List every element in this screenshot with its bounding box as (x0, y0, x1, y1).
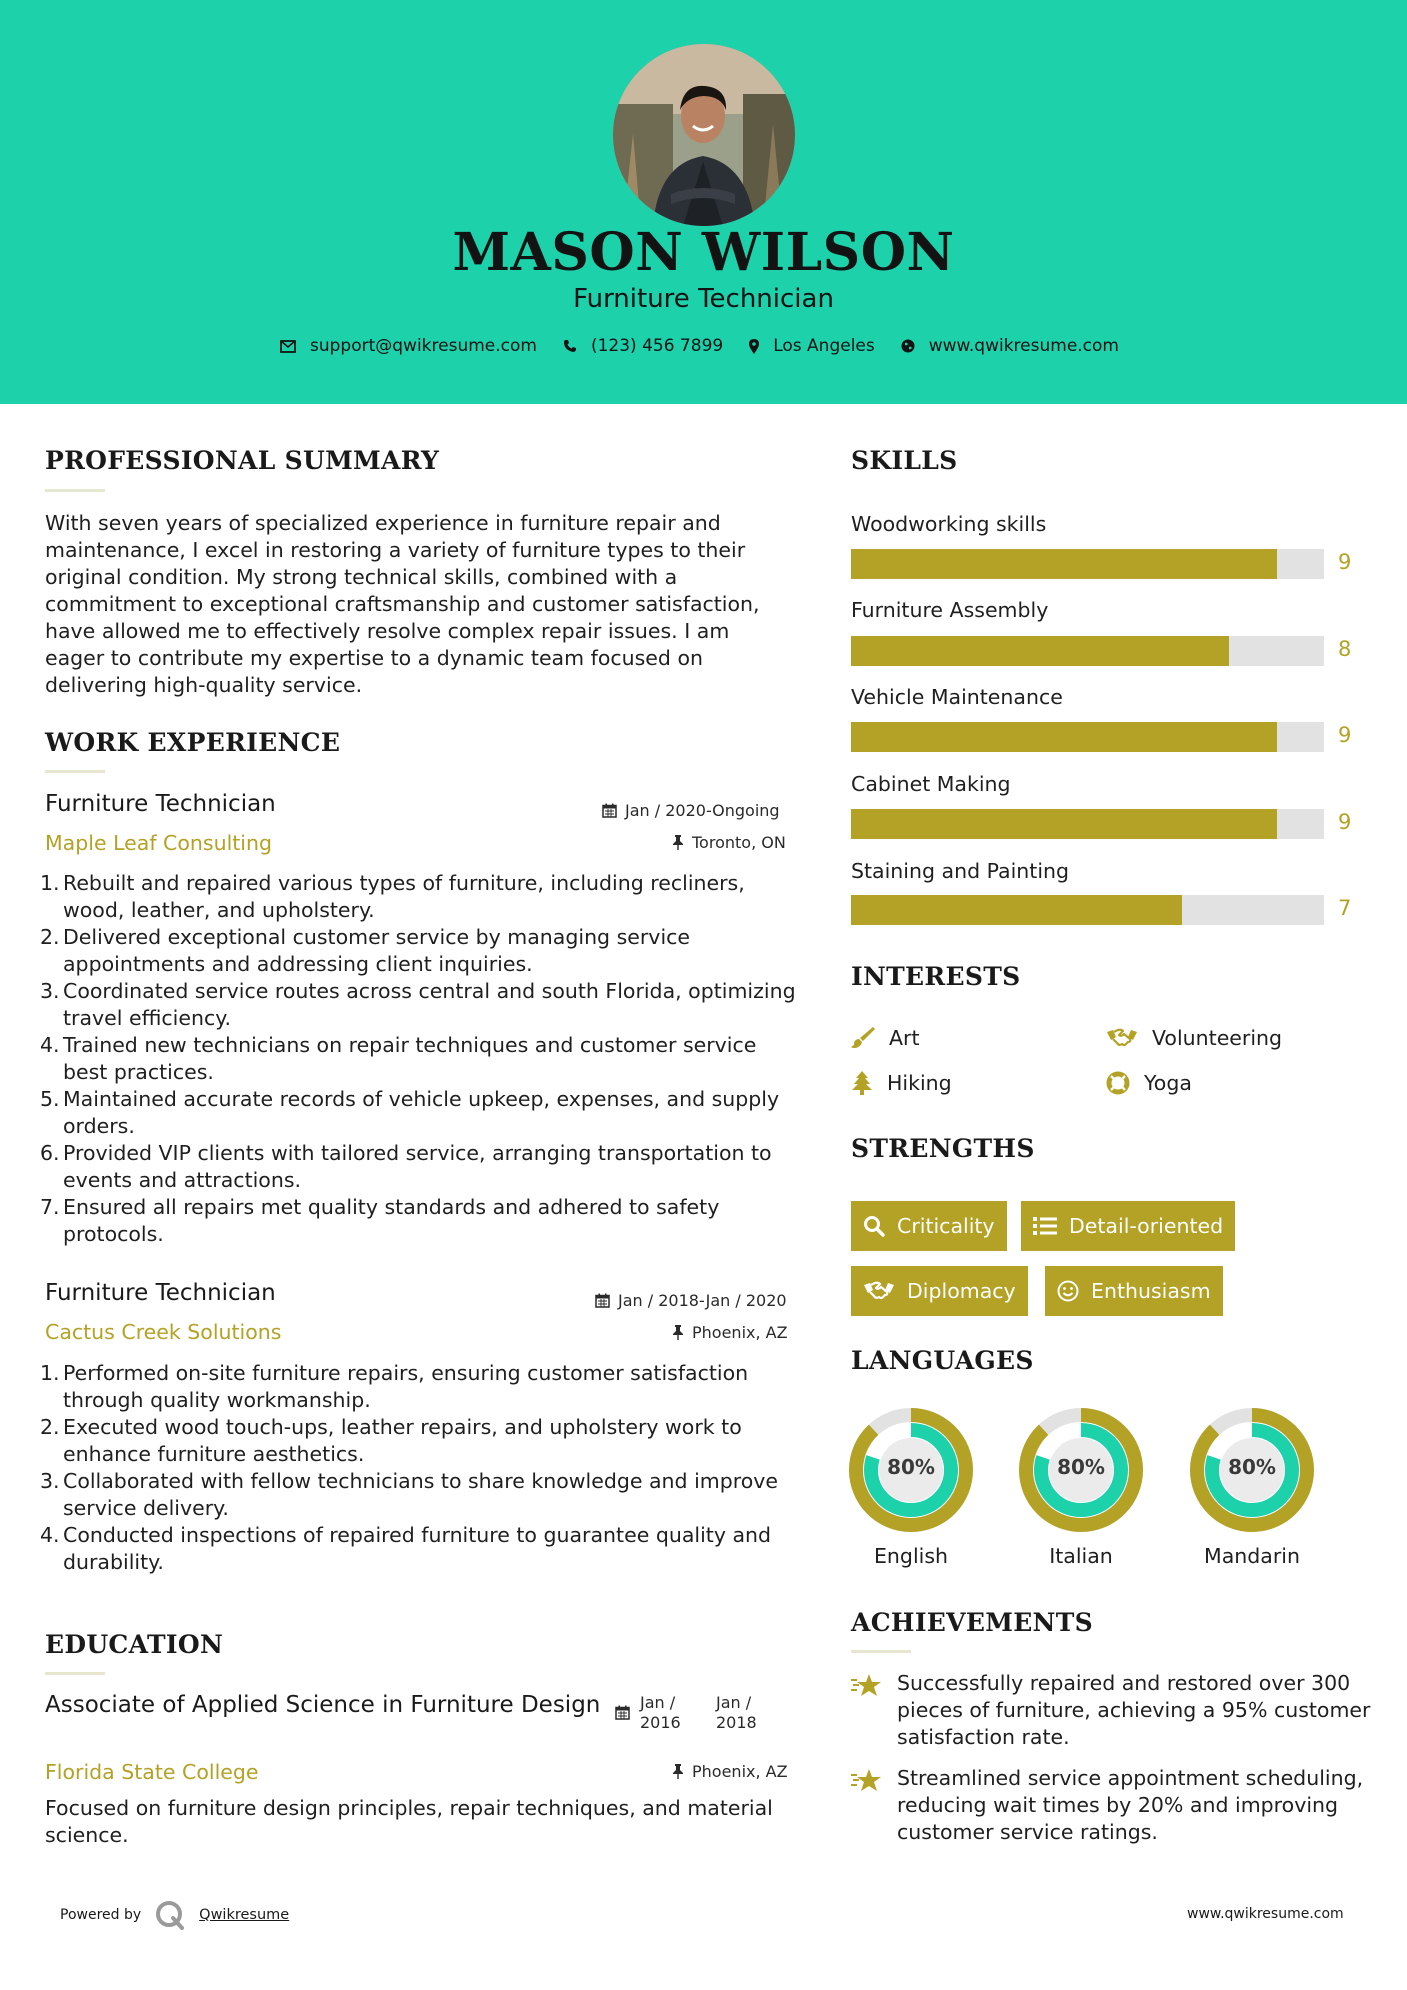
skill-name: Cabinet Making (851, 772, 1011, 796)
job-dates (602, 801, 780, 820)
contact-email[interactable] (280, 336, 537, 356)
lifebuoy-icon (1106, 1071, 1130, 1095)
job-bullets (40, 1360, 800, 1576)
list-item: 5. Maintained accurate records of vehicle upkeep, expenses, and supply orders. (40, 1087, 780, 1138)
skill-name: Vehicle Maintenance (851, 685, 1063, 709)
achievement-text: Streamlined service appointment scheduling, reducing wait times by 20% and improving customer service ratings. (897, 1766, 1364, 1844)
job-location (672, 1323, 788, 1342)
envelope-icon (280, 340, 296, 353)
language-percent: 80% (1228, 1455, 1276, 1479)
job-company: Cactus Creek Solutions (45, 1320, 282, 1344)
language-percent: 80% (1057, 1455, 1105, 1479)
interests-heading: INTERESTS (851, 962, 1021, 991)
interest-item (1106, 1026, 1282, 1050)
footer-site-link[interactable]: www.qwikresume.com (1187, 1906, 1344, 1922)
strength-label: Criticality (897, 1214, 995, 1238)
job-location-text: Phoenix, AZ (692, 1323, 788, 1342)
skill-bar (851, 549, 1324, 579)
summary-divider (45, 489, 105, 492)
summary-heading: PROFESSIONAL SUMMARY (45, 446, 440, 475)
contact-website-text: www.qwikresume.com (928, 336, 1119, 356)
contact-phone[interactable] (563, 336, 723, 356)
language-name: Mandarin (1204, 1544, 1300, 1568)
languages-heading: LANGUAGES (851, 1346, 1034, 1375)
interest-item (851, 1071, 952, 1095)
achievements-heading: ACHIEVEMENTS (851, 1608, 1093, 1637)
star-badge-icon (851, 1767, 883, 1793)
list-item: 2. Delivered exceptional customer service by managing service appointments and addressing client inquiries. (40, 925, 691, 976)
skill-bar (851, 895, 1324, 925)
list-item: 6. Provided VIP clients with tailored service, arranging transportation to events and attractions. (40, 1141, 772, 1192)
handshake-icon (1106, 1027, 1138, 1049)
list-item: 4. Conducted inspections of repaired furniture to guarantee quality and durability. (40, 1523, 772, 1574)
summary-text: With seven years of specialized experience in furniture repair and maintenance, I excel in restoring a variety of furniture types to their original condition. My strong technical skills, combined with a commitment to exceptional craftsmanship and customer satisfaction, have allowed me to effectively resolve complex repair issues. I am eager to contribute my expertise to a dynamic team focused on delivering high-quality service. (45, 511, 760, 697)
education-dates (615, 1693, 792, 1733)
contact-website[interactable] (901, 336, 1119, 356)
interest-label: Yoga (1144, 1071, 1192, 1095)
list-item: 3. Coordinated service routes across central and south Florida, optimizing travel efficiency. (40, 979, 796, 1030)
skill-bar-fill (851, 895, 1182, 925)
education-location-text: Phoenix, AZ (692, 1762, 788, 1781)
interest-label: Hiking (887, 1071, 952, 1095)
job-bullets (40, 870, 800, 1248)
language-item (1190, 1408, 1314, 1568)
achievements-divider (851, 1650, 911, 1653)
skill-bar-fill (851, 549, 1277, 579)
interest-label: Volunteering (1152, 1026, 1283, 1050)
skill-bar (851, 722, 1324, 752)
strength-label: Detail-oriented (1069, 1214, 1224, 1238)
smile-icon (1057, 1280, 1079, 1302)
handshake-icon (863, 1280, 895, 1302)
pushpin-icon (672, 1325, 684, 1340)
interest-label: Art (889, 1026, 920, 1050)
achievement-item (851, 1765, 1371, 1846)
job-role: Furniture Technician (45, 791, 276, 817)
language-percent: 80% (887, 1455, 935, 1479)
list-icon (1033, 1216, 1057, 1236)
job-dates-text: Jan / 2020-Ongoing (625, 801, 780, 820)
resume-header (0, 0, 1407, 404)
skills-heading: SKILLS (851, 446, 958, 475)
contact-bar (0, 336, 1407, 356)
skill-value: 7 (1338, 896, 1352, 920)
skill-bar-fill (851, 722, 1277, 752)
education-school: Florida State College (45, 1760, 259, 1784)
globe-icon (901, 339, 915, 353)
skill-bar-fill (851, 809, 1277, 839)
candidate-title: Furniture Technician (573, 284, 834, 314)
education-description: Focused on furniture design principles, repair techniques, and material science. (45, 1796, 773, 1847)
calendar-icon (602, 803, 617, 818)
skill-value: 9 (1338, 810, 1352, 834)
skill-value: 9 (1338, 723, 1352, 747)
paintbrush-icon (851, 1026, 875, 1050)
list-item: 1. Rebuilt and repaired various types of furniture, including recliners, wood, leather, and upholstery. (40, 871, 745, 922)
job-dates-text: Jan / 2018-Jan / 2020 (618, 1291, 787, 1310)
list-item: 1. Performed on-site furniture repairs, ensuring customer satisfaction through quality workmanship. (40, 1361, 749, 1412)
strength-label: Diplomacy (907, 1279, 1016, 1303)
language-item (1019, 1408, 1143, 1568)
skill-bar (851, 809, 1324, 839)
language-name: English (873, 1544, 949, 1568)
skill-bar-fill (851, 636, 1229, 666)
strength-tag (1045, 1266, 1223, 1316)
candidate-name: MASON WILSON (452, 222, 955, 283)
qwikresume-logo-icon (155, 1900, 185, 1930)
education-location (672, 1762, 788, 1781)
interest-item (851, 1026, 920, 1050)
profile-photo (613, 44, 795, 226)
education-divider (45, 1672, 105, 1675)
job-location (672, 833, 786, 852)
tree-icon (851, 1071, 873, 1095)
education-heading: EDUCATION (45, 1630, 224, 1659)
list-item: 3. Collaborated with fellow technicians to share knowledge and improve service delivery. (40, 1469, 779, 1520)
contact-location (749, 336, 875, 356)
strength-tag (1021, 1201, 1235, 1251)
list-item: 7. Ensured all repairs met quality standards and adhered to safety protocols. (40, 1195, 720, 1246)
skill-value: 9 (1338, 550, 1352, 574)
contact-phone-text: (123) 456 7899 (590, 336, 724, 356)
pushpin-icon (672, 835, 684, 850)
list-item: 2. Executed wood touch-ups, leather repairs, and upholstery work to enhance furniture aesthetics. (40, 1415, 742, 1466)
education-degree: Associate of Applied Science in Furniture Design (45, 1692, 601, 1718)
job-company: Maple Leaf Consulting (45, 831, 273, 855)
language-name: Italian (1049, 1544, 1113, 1568)
education-start: Jan / 2016 (640, 1693, 681, 1732)
list-item: 4. Trained new technicians on repair techniques and customer service best practices. (40, 1033, 757, 1084)
skill-name: Furniture Assembly (851, 598, 1049, 622)
skill-bar (851, 636, 1324, 666)
achievement-item (851, 1670, 1371, 1751)
job-role: Furniture Technician (45, 1280, 276, 1306)
star-badge-icon (851, 1672, 883, 1698)
location-pin-icon (749, 339, 759, 354)
strength-tag (851, 1201, 1007, 1251)
skill-name: Staining and Painting (851, 859, 1070, 883)
strength-tag (851, 1266, 1028, 1316)
job-dates (595, 1291, 787, 1310)
footer-brand-link[interactable]: Qwikresume (199, 1907, 290, 1923)
pushpin-icon (672, 1764, 684, 1779)
language-item (849, 1408, 973, 1568)
interest-item (1106, 1071, 1192, 1095)
contact-location-text: Los Angeles (773, 336, 875, 356)
education-end: Jan / 2018 (716, 1693, 757, 1732)
calendar-icon (595, 1293, 610, 1308)
footer-powered-by (60, 1900, 289, 1930)
strength-label: Enthusiasm (1091, 1279, 1211, 1303)
powered-by-text: Powered by (60, 1907, 142, 1923)
skill-value: 8 (1338, 637, 1352, 661)
job-location-text: Toronto, ON (692, 833, 786, 852)
contact-email-text: support@qwikresume.com (310, 336, 537, 356)
search-icon (863, 1215, 885, 1237)
experience-divider (45, 770, 105, 773)
achievement-text: Successfully repaired and restored over 300 pieces of furniture, achieving a 95% customer satisfaction rate. (897, 1671, 1371, 1749)
calendar-icon (615, 1705, 630, 1720)
experience-heading: WORK EXPERIENCE (45, 728, 341, 757)
phone-icon (563, 339, 577, 353)
skill-name: Woodworking skills (851, 512, 1047, 536)
strengths-heading: STRENGTHS (851, 1134, 1035, 1163)
